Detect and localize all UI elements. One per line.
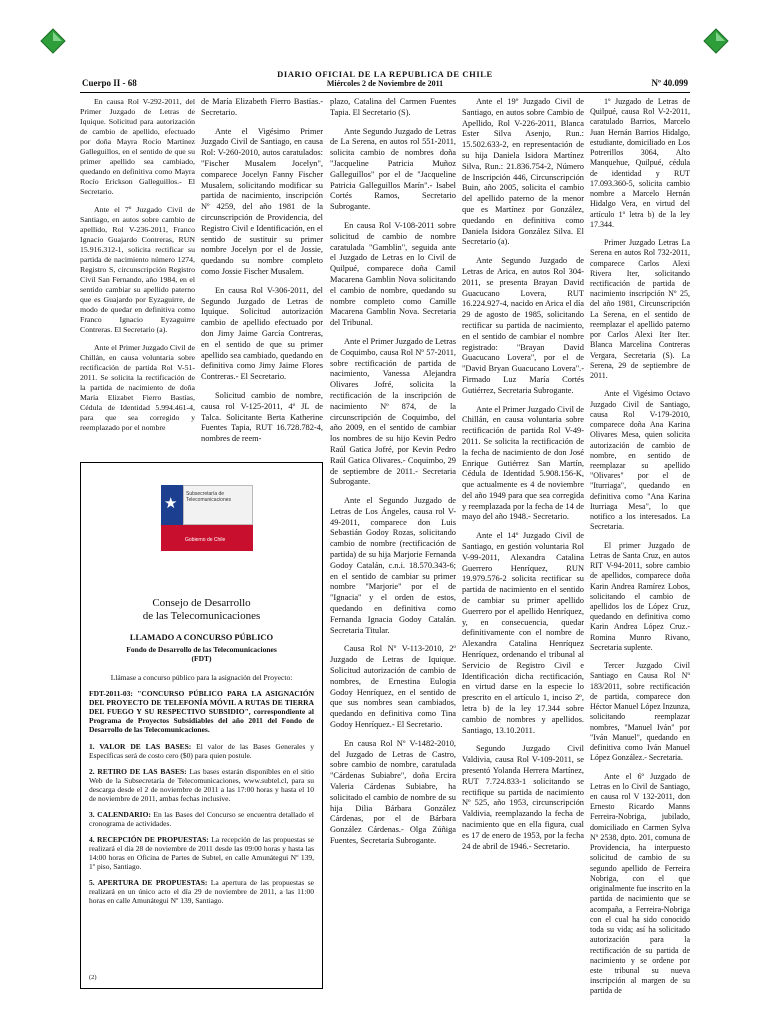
- fund-name: Fondo de Desarrollo de las Telecomunicaciones (FDT): [126, 645, 277, 663]
- notice-paragraph: En causa Rol Nº V-1482-2010, del Juzgado de Letras de Castro, sobre cambio de nombre, caratulada "Cárdenas Subiabre", doña Ercira Valeria Cárdenas Subiabre, ha solicitado el cambio de nombre de su hija Dilia Bárbara González Cárdenas, por el de Bárbara González Cárdenas.- Olga Zúñiga Fuentes, Secretaria Subrogante.: [330, 738, 456, 845]
- public-tender-notice: [80, 462, 323, 989]
- notice-paragraph: Ante el 7º Juzgado Civil de Santiago, en autos sobre cambio de apellido, Rol V-236-2011, Franco Ignacio Guajardo Contreras, RUN 15.916.312-1, solicita rectificar su partida de nacimiento número 1274, Registro S, circunscripción Registro Civil San Fernando, año 1984, en el sentido cambiar su apellido paterno que es Guajardo por Eyzaguirre, de modo de quedar en definitiva como Franco Ignacio Eyzaguirre Contreras. El Secretario (a).: [80, 204, 195, 334]
- notice-item: [89, 742, 314, 760]
- notice-paragraph: En causa Rol V-108-2011 sobre solicitud de cambio de nombre caratulada "Gamblin", seguida ante el Juzgado de Letras en lo Civil de Quilpué, comparece doña Camil Macarena Gamblin Nova solicitando el cambio de nombre, quedando su nombre completo como Camille Macarena Gamblin Nova. Secretaria del Tribunal.: [330, 220, 456, 328]
- notice-paragraph: Causa Rol Nº V-113-2010, 2º Juzgado de Letras de Iquique. Solicitud autorización de cambio de nombres, de Ernestina Eulogia Godoy Henríquez, en el sentido de que sus nombres sean cambiados, quedando en definitiva como Tina Godoy Henríquez.- El Secretario.: [330, 644, 456, 730]
- notice-paragraph: Ante el Vigésimo Primer Juzgado Civil de Santiago, en causa Rol: V-260-2010, autos caratulados: "Fischer Musalem Jocelyn", comparece Jocelyn Fanny Fischer Musalem, solicitando modificar su partida de nacimiento, inscripción Nº 4259, del año 1981 de la circunscripción de Providencia, del Registro Civil e Identificación, en el sentido de sustituir su primer nombre Jocelyn por el de Jossie, quedando su nombre completo como Jossie Fischer Musalem.: [201, 126, 323, 276]
- notice-item-text: En las Bases del Concurso se encuentra detallado el cronograma de actividades.: [89, 810, 314, 828]
- notice-item: [89, 767, 314, 803]
- notice-item-label: 3. CALENDARIO:: [89, 810, 151, 819]
- notice-item-label: 4. RECEPCIÓN DE PROPUESTAS:: [89, 835, 209, 844]
- text-column-1: [80, 97, 195, 441]
- issue-number: Nº 40.099: [651, 78, 688, 88]
- notice-paragraph: Primer Juzgado Letras La Serena en autos Rol 732-2011, comparece Carlos Alexi Rivera Iter, solicitando rectificación de partida de nacimiento inscripción Nº 25, del año 1981, Circunscripción La Serena, en el sentido de reemplazar el apellido paterno por Carlos Alexi Iter Iter. Blanca Marcelina Contreras Vergara, Secretaria (S). La Serena, 29 de septiembre de 2011.: [590, 238, 690, 381]
- notice-paragraph: Ante el 6º Juzgado de Letras en lo Civil de Santiago, en causa rol V 132-2011, don Ernesto Ricardo Manns Ferreira-Nobriga, jubilado, domiciliado en Carmen Sylva Nº 2538, dpto. 201, comuna de Providencia, ha interpuesto solicitud de cambio de su segundo apellido de Ferreira Nobriga, con el que originalmente fue inscrito en la partida de nacimiento que se acompaña, a Ferreira-Nobriga con el cual ha sido conocido toda su vida; así ha solicitado autorización para la rectificación de su partida de nacimiento y se ordene por este tribunal su nueva inscripción al margen de su partida de: [590, 771, 690, 996]
- subtel-logo: [161, 485, 253, 559]
- notice-paragraph: Ante el Primer Juzgado Civil de Chillán, en causa voluntaria sobre rectificación de partida Rol V-49-2011. Se solicita la rectificación de la fecha de nacimiento de don José Enrique Gutiérrez San Martín, Cédula de Identidad 5.908.156-K, que actualmente es 4 de noviembre del año 1949 para que sea corregida y reemplazada por la fecha de 14 de mayo del año 1948.- Secretario.: [462, 404, 584, 522]
- footnote: (2): [89, 974, 97, 981]
- notice-paragraph: Ante el 19º Juzgado Civil de Santiago, en autos sobre Cambio de Apellido, Rol V-226-2011, Blanca Ester Silva Asenjo, Run.: 15.502.633-2, en representación de su hija Daniela Isidora Martínez Silva, Run.: 21.836.754-2, Número de Inscripción 446, Circunscripción Buin, año 2005, solicita el cambio del apellido paterno de la menor que es Martínez por González, quedando en definitiva como Daniela Isidora González Silva. El Secretario (a).: [462, 97, 584, 247]
- notice-title: Consejo de Desarrollo de las Telecomunicaciones: [142, 597, 261, 622]
- notice-paragraph: En causa Rol V-292-2011, del Primer Juzgado de Letras de Iquique. Solicitud para autorización de cambio de apellido, efectuado por doña Mayra Rocío Martínez Galleguillos, en el sentido de que su primer apellido sea cambiado, quedando en definitiva como Mayra Rocío Erickson Galleguillos.- El Secretario.: [80, 97, 195, 196]
- notice-paragraph: Ante Segundo Juzgado de Letras de La Serena, en autos rol 551-2011, solicita cambio de nombres doña "Jacqueline Patricia Muñoz Galleguillos" por el de "Jacqueline Patricia Galleguillos Marín".- Isabel Cortés Ramos, Secretario Subrogante.: [330, 126, 456, 212]
- notice-paragraph: Ante Segundo Juzgado de Letras de Arica, en autos Rol 304-2011, se presenta Brayan David Guacucano Lovera, RUT 16.224.927-4, nacido en Arica el día 29 de agosto de 1985, solicitando rectificar su partida de nacimiento, en el sentido de cambiar el nombre registrado: "Brayan David Guacucano Lovera", por el de "David Bryan Guacucano Lovera".- Firmado Luz María Cortés Gutiérrez, Secretaria Subrogante.: [462, 256, 584, 395]
- notice-paragraph: de María Elizabeth Fierro Bastías.- Secretario.: [201, 97, 323, 117]
- notice-paragraph: Segundo Juzgado Civil Valdivia, causa Rol V-109-2011, se presentó Yolanda Herrera Martínez, RUT 7.724.833-1 solicitando se rectifique su partida de nacimiento Nº 525, año 1953, circunscripción Valdivia, reemplazando la fecha de nacimiento que en ella figura, cual es 17 de enero de 1953, por la fecha 24 de abril de 1946.- Secretario.: [462, 744, 584, 851]
- notice-subtitle: LLAMADO A CONCURSO PÚBLICO: [129, 632, 274, 642]
- notice-item-label: 5. APERTURA DE PROPUESTAS:: [89, 878, 208, 887]
- notice-items: [89, 742, 314, 905]
- notice-item-text: El valor de las Bases Generales y Específicas será de costo cero ($0) para quien postule.: [89, 742, 314, 760]
- next-page-icon[interactable]: [703, 28, 729, 54]
- notice-paragraph: Ante el Segundo Juzgado de Letras de Los Ángeles, causa rol V-49-2011, comparece don Luis Sebastián Godoy Rozas, solicitando cambio de nombre (rectificación de partida) de su hija Marjorie Fernanda Godoy Catalán, c.n.i. 18.570.343-6; en el sentido de cambiar su primer nombre "Marjorie" por el de "Ignacia" y el orden de estos, quedando en definitiva como Fernanda Ignacia Godoy Catalán. Secretaria Titular.: [330, 496, 456, 635]
- header-rule: [80, 92, 690, 93]
- notice-item-text: La apertura de las propuestas se realizará en un único acto el día 29 de noviembre de 2011, a las 11:00 horas en calle Amunátegui Nº 139, Santiago.: [89, 878, 315, 905]
- notice-item-text: Las bases estarán disponibles en el sitio Web de la Subsecretaría de Telecomunicaciones, www.subtel.cl, para su descarga desde el 2 de noviembre de 2011 a las 17:00 horas y hasta el 10 de noviembre de 2011, ambas fechas inclusive.: [89, 767, 315, 803]
- notice-paragraph: Solicitud cambio de nombre, causa rol V-125-2011, 4º JL de Talca. Solicitante Berta Katherine Fuentes Tapia, RUT 16.728.782-4, nombres de reem-: [201, 390, 323, 444]
- notice-paragraph: Tercer Juzgado Civil Santiago en Causa Rol Nº 183/2011, sobre rectificación de partida, comparece don Héctor Manuel López Inzunza, solicitando reemplazar nombres, "Manuel Iván" por "Iván Manuel", quedando en definitiva como Iván Manuel López González.- Secretaria.: [590, 661, 690, 763]
- notice-item-label: 2. RETIRO DE LAS BASES:: [89, 767, 187, 776]
- notice-item: [89, 835, 314, 871]
- newspaper-title: DIARIO OFICIAL DE LA REPUBLICA DE CHILE: [277, 69, 493, 79]
- text-column-5: [590, 97, 690, 1005]
- notice-paragraph: 1º Juzgado de Letras de Quilpué, causa Rol V-2-2011, caratulado Barrios, Marcelo Juan Hernán Barrios Hidalgo, estudiante, domiciliado en Los Potrerillos 3064, Alto Manquehue, Quilpué, cédula de identidad y RUT 17.093.360-5, solicita cambio nombre a Marcelo Hernán Hidalgo Vera, en virtud del artículo 1º letra b) de la ley 17.344.: [590, 97, 690, 229]
- notice-paragraph: plazo, Catalina del Carmen Fuentes Tapia. El Secretario (S).: [330, 97, 456, 117]
- notice-item-label: 1. VALOR DE LAS BASES:: [89, 742, 192, 751]
- notice-paragraph: Ante el Vigésimo Octavo Juzgado Civil de Santiago, causa Rol V-179-2010, comparece doña Ana Karina Olivares Mesa, quien solicita autorización de cambio de nombre, en sentido de reemplazar su apellido "Olivares" por el de "Iturriaga", quedando en definitiva como "Ana Karina Iturriaga Mesa", lo que notifico a los interesados. La Secretaria.: [590, 389, 690, 532]
- text-column-2: [201, 97, 323, 453]
- notice-body: [89, 673, 314, 912]
- notice-paragraph: Ante el Primer Juzgado Civil de Chillán, en causa voluntaria sobre rectificación de partida Rol V-51-2011. Se solicita la rectificación de la partida de nacimiento de doña María Elizabet Fierro Bastías, Cédula de Identidad 5.994.461-4, para que sea corregido y reemplazado por el nombre: [80, 342, 195, 432]
- text-column-3: [330, 97, 456, 855]
- page-header: [80, 69, 690, 91]
- logo-gov-text: Gobierno de Chile: [185, 537, 226, 543]
- star-icon: ★: [164, 496, 178, 512]
- logo-org-text: Subsecretaría de Telecomunicaciones: [186, 491, 232, 503]
- notice-intro: Llámase a concurso público para la asignación del Proyecto:: [110, 673, 293, 682]
- text-column-4: [462, 97, 584, 860]
- notice-item: [89, 878, 314, 905]
- notice-paragraph: El primer Juzgado de Letras de Santa Cruz, en autos RIT V-94-2011, sobre cambio de apellidos, comparece doña Karin Andrea Ramírez Lobos, solicitando el cambio de apellidos los de López Cruz, quedando en definitiva como Karin Andrea López Cruz.- Romina Munro Rivano, Secretaria suplente.: [590, 540, 690, 652]
- prev-page-icon[interactable]: [40, 28, 66, 54]
- issue-date: Miércoles 2 de Noviembre de 2011: [326, 79, 444, 88]
- notice-item: [89, 810, 314, 828]
- notice-paragraph: Ante el 14º Juzgado Civil de Santiago, en gestión voluntaria Rol V-99-2011, Alexandra Catalina Guerrero Henríquez, RUN 19.979.576-2 solicita rectificar su partida de nacimiento en el sentido de cambiar su primer apellido Guerrero por el apellido Henríquez, y, en consecuencia, quedar definitivamente con el nombre de Alexandra Catalina Henríquez Henríquez, ordenando el tribunal al Servicio de Registro Civil e Identificación dicha rectificación, en virtud darse en la especie lo prescrito en el artículo 1, inciso 2º, letra b) de la ley 17.344 sobre cambio de nombres y apellidos. Santiago, 13.10.2011.: [462, 531, 584, 735]
- project-description: FDT-2011-03: "CONCURSO PÚBLICO PARA LA ASIGNACIÓN DEL PROYECTO DE TELEFONÍA MÓVIL A RUTAS DE TIERRA DEL FUEGO Y SU RESPECTIVO SUBSIDIO", correspondiente al Programa de Proyectos Subsidiables del año 2011 del Fondo de Desarrollo de las Telecomunicaciones.: [89, 689, 314, 734]
- notice-paragraph: En causa Rol V-306-2011, del Segundo Juzgado de Letras de Iquique. Solicitud autorización cambio de apellido efectuado por don Jimy Jaime García Contreras, en el sentido de que su primer apellido sea cambiado, quedando en definitiva como Jimy Jaime Flores Contreras.- El Secretario.: [201, 285, 323, 382]
- section-label: Cuerpo II - 68: [82, 78, 137, 88]
- notice-item-text: La recepción de las propuestas se realizará el día 28 de noviembre de 2011 desde las 09:00 horas y hasta las 14:00 horas en Oficina de Partes de Subtel, en calle Amunátegui Nº 139, 1º piso, Santiago.: [89, 835, 314, 871]
- notice-paragraph: Ante el Primer Juzgado de Letras de Coquimbo, causa Rol Nº 57-2011, sobre rectificación de partida de nacimiento, Vanessa Alejandra Olivares Jofré, solicita la rectificación de la inscripción de nacimiento Nº 874, de la circunscripción de Coquimbo, del año 2009, en el sentido de cambiar los nombres de su hijo Kevin Pedro Raúl Gatica Jofré, por Kevin Pedro Raúl Gatica Olivares.- Coquimbo, 29 de septiembre de 2011.- Secretaria Subrogante.: [330, 336, 456, 487]
